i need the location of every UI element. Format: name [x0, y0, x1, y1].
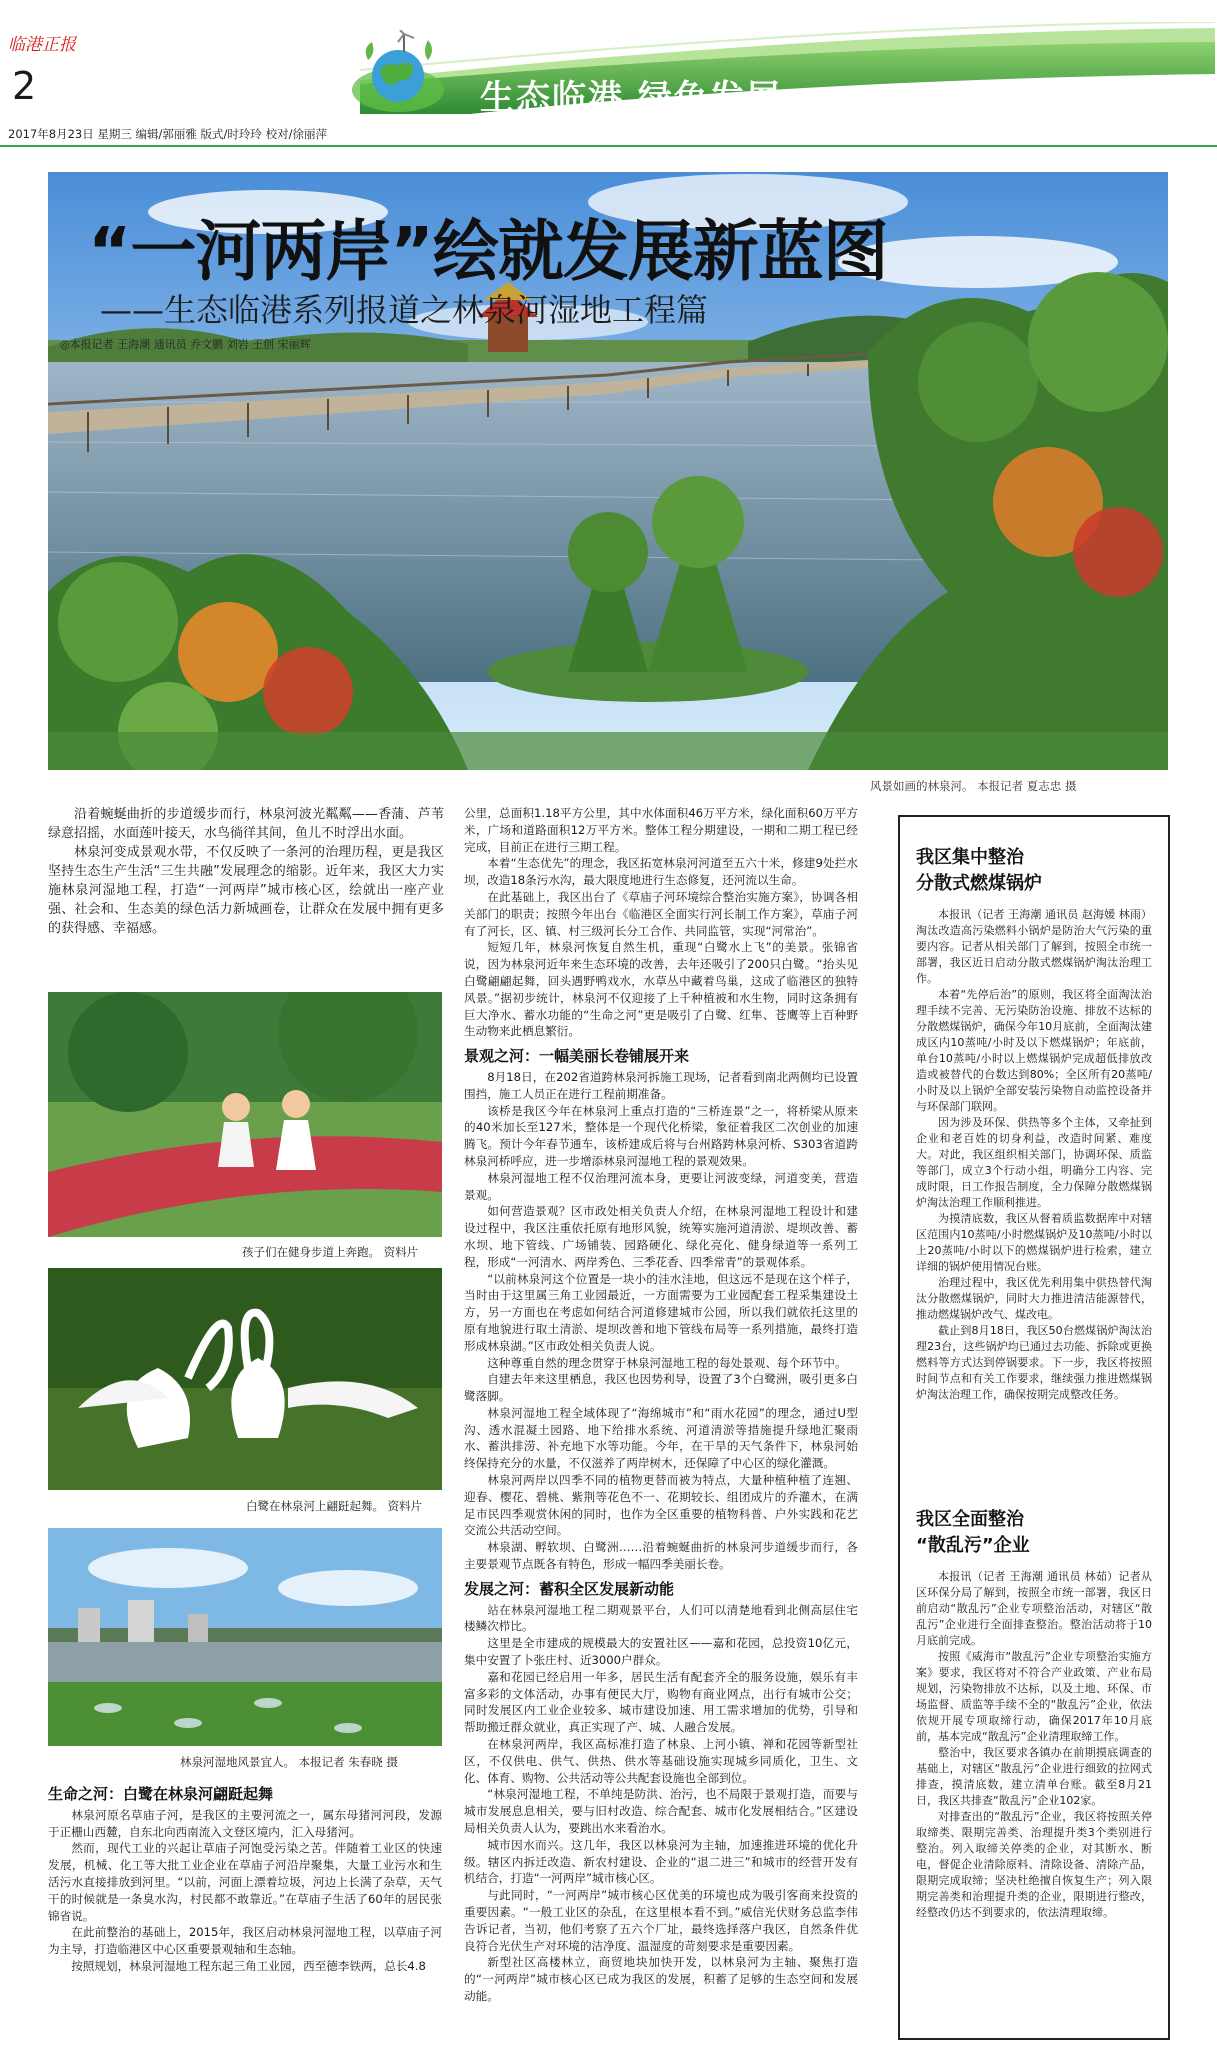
dateline: 2017年8月23日 星期三 编辑/郭丽雅 版式/时玲玲 校对/徐丽萍: [8, 127, 327, 141]
paragraph: 站在林泉河湿地工程二期观景平台，人们可以清楚地看到北侧高层住宅楼鳞次栉比。: [464, 1602, 858, 1634]
paragraph: 整治中，我区要求各镇办在前期摸底调查的基础上，对辖区“散乱污”企业进行细致的拉网式排查，摸清底数，建立清单台账。截至8月21日，我区共排查“散乱污”企业102家。: [916, 1746, 1152, 1807]
paragraph: 在此基础上，我区出台了《草庙子河环境综合整治实施方案》，协调各相关部门的职责；按照今年出台《临港区全面实行河长制工作方案》，草庙子河有了河长，区、镇、村三级河长分工合作、共同监管，实现“河常治”。: [464, 889, 858, 938]
paragraph: 在林泉河两岸，我区高标准打造了林泉、上河小镇、禅和花园等新型社区，不仅供电、供气、供热、供水等基础设施实现城乡同质化，卫生、文化、体育、购物、公共活动等公共配套设施也全部到位。: [464, 1737, 858, 1785]
byline: ◎本报记者 王海潮 通讯员 乔文鹏 刘岩 王创 宋丽辉: [60, 338, 311, 351]
paragraph: 8月18日，在202省道跨林泉河拆施工现场，记者看到南北两侧均已设置围挡，施工人员正在进行工程前期准备。: [464, 1069, 858, 1101]
subheadline: ——生态临港系列报道之林泉河湿地工程篇: [100, 291, 709, 329]
intro-paragraph: 林泉河变成景观水带，不仅反映了一条河的治理历程，更是我区坚持生态生产生活“三生共融”发展理念的缩影。近年来，我区大力实施林泉河湿地工程，打造“一河两岸”城市核心区，绘就出一座产业强、社会和、生态美的绿色活力新城画卷，让群众在发展中拥有更多的获得感、幸福感。: [48, 845, 444, 936]
photo-children-running: [48, 992, 442, 1237]
paragraph: 本着“生态优先”的理念，我区拓宽林泉河河道至五六十米，修建9处拦水坝，改造18条污水沟，最大限度地进行生态修复，还河流以生命。: [464, 856, 858, 888]
paragraph: 林泉河两岸以四季不同的植物更替而被为特点，大量种植种植了连翘、迎春、樱花、碧桃、紫荆等花色不一、花期较长、组团成片的乔灌木，在满足市民四季观赏休闲的同时，也作为全区重要的植物科普、户外实践和花艺交流公共活动空间。: [464, 1473, 858, 1538]
headline: “一河两岸”绘就发展新蓝图: [88, 213, 888, 290]
section-title-landscape-river: 景观之河：一幅美丽长卷铺展开来: [464, 1047, 690, 1066]
paragraph: 这种尊重自然的理念贯穿于林泉河湿地工程的每处景观、每个环节中。: [487, 1355, 847, 1370]
paragraph: “以前林泉河这个位置是一块小的洼水洼地，但这远不是现在这个样子，当时由于这里属三角工业园最近，一方面需要为工业园配套工程采集建设土方，另一方面也在考虑如何结合河道修建城市公园，所以我们就依托这里的原有地貌进行取土清淤、堤坝改善和地下管线布局等一系列措施，最终打造形成林泉湖。”区市政处相关负责人说。: [464, 1271, 858, 1353]
photo-wetland-scenery: [48, 1528, 442, 1746]
globe-logo-icon: [348, 30, 448, 118]
paragraph: 与此同时，“一河两岸”城市核心区优美的环境也成为吸引客商来投资的重要因素。“一般工业区的杂乱，在这里根本看不到。”威信光伏财务总监李伟告诉记者，当初，他们考察了五六个厂址，最终选择落户我区，自然条件优良符合光伏生产对环境的洁净度、温湿度的苛刻要求是重要因素。: [464, 1888, 858, 1953]
paragraph: 本着“先停后治”的原则，我区将全面淘汰治理手续不完善、无污染防治设施、排放不达标的分散燃煤锅炉，确保今年10月底前，全面淘汰建成区内10蒸吨/小时及以下燃煤锅炉；年底前，单台10蒸吨/小时以上燃煤锅炉完成超低排放改造或被替代的台数达到80%；全区所有20蒸吨/小时及以上锅炉全部安装污染物自动监控设备并与环保部门联网。: [916, 988, 1152, 1113]
sidebar-news-box: [898, 815, 1170, 2040]
intro-paragraph: 沿着蜿蜒曲折的步道缓步而行，林泉河波光粼粼——香蒲、芦苇绿意招摇，水面莲叶接天，水鸟徜徉其间，鱼儿不时浮出水面。: [48, 807, 444, 841]
photo2-caption: 白鹭在林泉河上翩跹起舞。 资料片: [246, 1499, 423, 1513]
paragraph: 如何营造景观？区市政处相关负责人介绍，在林泉河湿地工程设计和建设过程中，我区注重依托原有地形风貌，统筹实施河道清淤、堤坝改善、蓄水坝、地下管线、广场铺装、园路硬化、绿化亮化、健身绿道等一系列工程，形成“一河清水、两岸秀色、三季花香、四季常青”的景观体系。: [464, 1204, 858, 1269]
column-2: [464, 805, 858, 2005]
section-banner-title: 生态临港 绿色发展: [480, 78, 782, 118]
column-1-lower: [48, 1786, 442, 1975]
section-title-development-river: 发展之河：蓄积全区发展新动能: [464, 1579, 675, 1598]
photo-egrets-dancing: [48, 1268, 442, 1490]
paragraph: 城市因水而兴。这几年，我区以林泉河为主轴，加速推进环境的优化升级。辖区内拆迁改造、新农村建设、企业的“退二进三”和城市的经营开发有机结合，打造“一河两岸”城市核心区。: [464, 1837, 858, 1886]
paragraph: 嘉和花园已经启用一年多，居民生活有配套齐全的服务设施，娱乐有丰富多彩的文体活动，办事有便民大厅，购物有商业网点，出行有城市公交；同时发展区内工业企业较多、城市建设加速、用工需求增加的优势，引导和帮助搬迁群众就业，真正实现了产、城、人融合发展。: [464, 1669, 858, 1735]
photo3-caption: 林泉河湿地风景宜人。 本报记者 朱春晓 摄: [180, 1755, 398, 1769]
paragraph: 截止到8月18日，我区50台燃煤锅炉淘汰治理23台，这些锅炉均已通过去功能、拆除或更换燃料等方式达到停锅要求。下一步，我区将按照时间节点和有关工作要求，继续强力推进燃煤锅炉淘汰治理工作，确保按期完成整改任务。: [916, 1324, 1152, 1401]
photo1-caption: 孩子们在健身步道上奔跑。 资料片: [242, 1245, 419, 1259]
section-title-life-river: 生命之河：白鹭在林泉河翩跹起舞: [48, 1785, 274, 1803]
story1-title-line1: 我区集中整治: [916, 847, 1024, 868]
paragraph: 然而，现代工业的兴起让草庙子河饱受污染之苦。伴随着工业区的快速发展，机械、化工等大批工业企业在草庙子河沿岸聚集，大量工业污水和生活污水直接排放到河里。“以前，河面上漂着垃圾，河边上长满了杂草，天气干的时候就是一条臭水沟，村民都不敢靠近。”在草庙子生活了60年的居民张锦省说。: [48, 1841, 442, 1923]
paragraph: 按照规划，林泉河湿地工程东起三角工业园，西至德李铁两，总长4.8: [71, 1958, 426, 1973]
page-number: 2: [12, 64, 37, 108]
sidebar-story-scattered-polluting-firms: [900, 1507, 1168, 1921]
paragraph: 为摸清底数，我区从督着质监数据库中对辖区范围内10蒸吨/小时燃煤锅炉及10蒸吨/小时以上20蒸吨/小时以下的燃煤锅炉进行检索，建立详细的锅炉使用情况台账。: [916, 1212, 1152, 1273]
paragraph: 林泉河湿地工程不仅治理河流本身，更要让河波变绿，河道变美，营造景观。: [464, 1170, 858, 1202]
paragraph: 因为涉及环保、供热等多个主体，又牵扯到企业和老百姓的切身利益，改造时间紧、难度大。对此，我区组织相关部门，协调环保、质监等部门，成立3个行动小组，明确分工内容、完成时限，日工作报告制度，全力保障分散燃煤锅炉淘汰治理工作顺利推进。: [916, 1116, 1152, 1209]
story2-title-line1: 我区全面整治: [916, 1509, 1024, 1530]
paragraph: 公里，总面积1.18平方公里，其中水体面积46万平方米，绿化面积60万平方米，广场和道路面积12万平方米。整体工程分期建设，一期和二期工程已经完成，目前正在进行三期工程。: [464, 806, 858, 854]
paragraph: 在此前整治的基础上，2015年，我区启动林泉河湿地工程，以草庙子河为主导，打造临港区中心区重要景观轴和生态轴。: [48, 1925, 442, 1957]
paragraph: 自建去年来这里栖息，我区也因势利导，设置了3个白鹭洲，吸引更多白鹭落脚。: [464, 1372, 858, 1404]
hero-photo-caption: 风景如画的林泉河。 本报记者 夏志忠 摄: [870, 779, 1077, 793]
paragraph: 本报讯（记者 王海潮 通讯员 林茹）记者从区环保分局了解到，按照全市统一部署，我区日前启动“散乱污”企业专项整治活动，对辖区“散乱污”企业进行全面排查整治。整治活动将于10月底前完成。: [916, 1570, 1152, 1647]
paragraph: 林泉湖、孵软坝、白鹭洲……沿着蜿蜒曲折的林泉河步道缓步而行，各主要景观节点既各有特色，形成一幅四季美丽长卷。: [464, 1540, 858, 1572]
paper-name: 临港正报: [8, 35, 76, 55]
paragraph: 治理过程中，我区优先利用集中供热替代淘汰分散燃煤锅炉，同时大力推进清洁能源替代，推动燃煤锅炉改气、煤改电。: [916, 1276, 1152, 1321]
paragraph: 本报讯（记者 王海潮 通讯员 赵海媛 林雨）淘汰改造高污染燃料小锅炉是防治大气污染的重要内容。记者从相关部门了解到，按照全市统一部署，我区近日启动分散式燃煤锅炉淘汰治理工作。: [916, 908, 1152, 985]
paragraph: “林泉河湿地工程，不单纯是防洪、治污，也不局限于景观打造，而要与城市发展息息相关，要与旧村改造、综合配套、城市化发展相结合。”区建设局相关负责人认为，要跳出水来看治水。: [464, 1787, 858, 1836]
top-rule: [0, 145, 1217, 147]
paragraph: 新型社区高楼林立，商贸地块加快开发，以林泉河为主轴、聚焦打造的“一河两岸”城市核心区已成为我区的发展，积蓄了足够的生态空间和发展动能。: [464, 1955, 858, 2003]
sidebar-story-coal-boilers: [900, 817, 1168, 1403]
story2-title-line2: “散乱污”企业: [916, 1535, 1030, 1556]
paragraph: 林泉河湿地工程全域体现了“海绵城市”和“雨水花园”的理念，通过U型沟、透水混凝土园路、地下给排水系统、河道清淤等措施提升绿地汇聚雨水、蓄洪排涝、补充地下水等功能。今年，在干旱的天气条件下，林泉河始终保持充分的水量，不仅滋养了两岸树木，还保障了中心区的绿化灌溉。: [464, 1405, 858, 1471]
paragraph: 按照《威海市“散乱污”企业专项整治实施方案》要求，我区将对不符合产业政策、产业布局规划，污染物排放不达标，以及土地、环保、市场监督、质监等手续不全的“散乱污”企业，依法依规开展专项取缔行动，确保2017年10月底前，基本完成“散乱污”企业清理取缔工作。: [916, 1650, 1152, 1743]
paragraph: 林泉河原名草庙子河，是我区的主要河流之一，属东母猪河河段，发源于正栅山西麓，自东北向西南流入文登区境内，汇入母猪河。: [48, 1807, 442, 1839]
column-1: [48, 805, 444, 938]
paragraph: 对排查出的“散乱污”企业，我区将按照关停取缔类、限期完善类、治理提升类3个类别进行整治。列入取缔关停类的企业，对其断水、断电，督促企业清除原料、清除设备、清除产品，限期完成取缔；坚决杜绝擅自恢复生产；列入限期完善类和治理提升类的企业，限期进行整改，经整改仍达不到要求的，依法清理取缔。: [916, 1810, 1152, 1919]
story1-title-line2: 分散式燃煤锅炉: [916, 873, 1042, 894]
paragraph: 短短几年，林泉河恢复自然生机，重现“白鹭水上飞”的美景。张锦省说，因为林泉河近年来生态环境的改善，去年还吸引了200只白鹭。“抬头见白鹭翩翩起舞，回头遇野鸭戏水，水草丛中藏着鸟巢，这成了临港区的独特风景。”据初步统计，林泉河不仅迎接了上千种植被和水生物，同时这条拥有巨大净水、蓄水功能的“生命之河”更是吸引了白鹭、红隼、苍鹰等上百种野生动物来此栖息繁衍。: [464, 940, 858, 1039]
paragraph: 该桥是我区今年在林泉河上重点打造的“三桥连景”之一，将桥梁从原来的40米加长至127米，整体是一个现代化桥梁，象征着我区二次创业的加速腾飞。预计今年春节通车，该桥建成后将与台州路跨林泉河桥、S303省道跨林泉河桥呼应，进一步增添林泉河湿地工程的景观效果。: [464, 1103, 858, 1168]
paragraph: 这里是全市建成的规模最大的安置社区——嘉和花园，总投资10亿元，集中安置了卜张庄村、近3000户群众。: [464, 1636, 858, 1668]
